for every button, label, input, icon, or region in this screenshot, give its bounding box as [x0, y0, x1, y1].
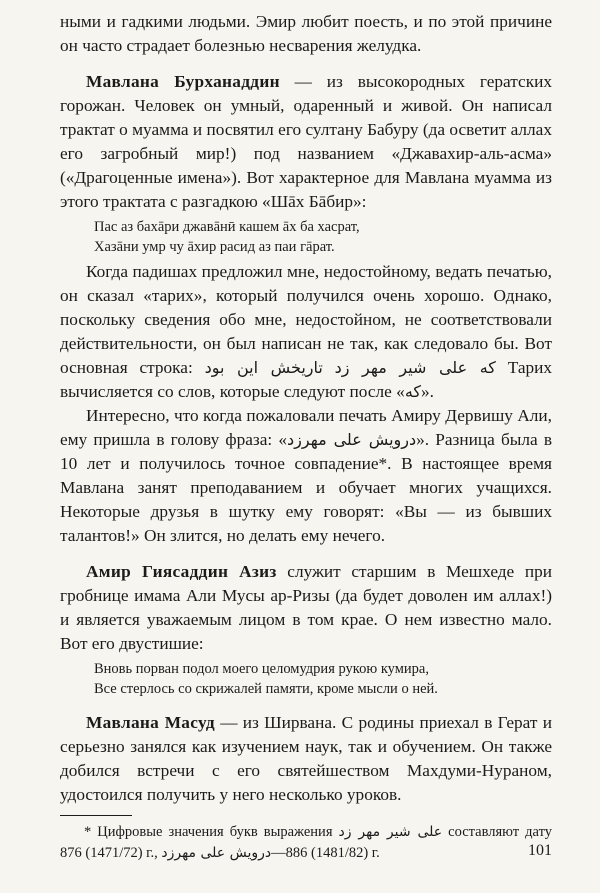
footnote-text: составляют дату 876 (1471/72) г., — [60, 824, 552, 861]
footnote-text: * Цифровые значения букв выражения — [84, 824, 339, 840]
arabic-phrase: تاريخش اين بود — [204, 358, 323, 377]
paragraph-giyasaddin — [60, 560, 552, 656]
paragraph-continuation: ными и гадкими людьми. Эмир любит поесть, и по этой причине он часто страдает болезнью несварения желудка. — [60, 12, 552, 55]
paragraph-text: — из высокородных гератских горожан. Человек он умный, одаренный и живой. Он написал трактат о муамма и посвятил его султану Бабуру (да осветит аллах его загробный мир!) под названием «Джавахир-аль-асма» («Драгоценные имена»). Вот характерное для Мавлана муамма из этого трактата с разгадкою «Шāх Бāбир»: — [60, 72, 552, 211]
verse-couplet — [94, 659, 552, 699]
paragraph-masud — [60, 711, 552, 807]
paragraph-text: Тарих вычисляется со слов, которые следуют после « — [60, 358, 553, 401]
verse-line: Хазāни умр чу āхир расид аз паи гāрат. — [94, 239, 335, 255]
paragraph-burkhanaddin — [60, 70, 552, 214]
arabic-phrase: درویش علی مهرزد — [161, 845, 272, 861]
footnote-text: —886 (1481/82) г. — [271, 845, 380, 861]
verse-line: Пас аз бахāри джавāнӣ кашем āх ба хасрат, — [94, 219, 360, 235]
footnote-divider — [60, 815, 132, 816]
arabic-phrase: علی شیر مهر زد — [338, 824, 443, 840]
verse-line: Вновь порван подол моего целомудрия рукою кумира, — [94, 661, 429, 677]
paragraph-darvish — [60, 404, 552, 548]
paragraph-text: Интересно, что когда пожаловали печать Амиру Дервишу Али, ему пришла в голову фраза: « — [60, 406, 552, 449]
paragraph-text: ». — [421, 382, 434, 401]
paragraph-text: служит старшим в Мешхеде при гробнице имама Али Мусы ар-Ризы (да будет доволен им аллах!) и является уважаемым лицом в том крае. О нем известно мало. Вот его двустишие: — [60, 562, 552, 653]
paragraph-text: — из Ширвана. С родины приехал в Герат и серьезно занялся как изучением наук, так и обучением. Он также добился встречи с его святейшеством Махдуми-Нураном, удостоился получить у него несколько уроков. — [60, 713, 552, 804]
arabic-phrase: درویش علی مهرزد — [287, 430, 417, 449]
page-number: 101 — [528, 842, 552, 859]
verse-line: Все стерлось со скрижалей памяти, кроме мысли о ней. — [94, 681, 438, 697]
arabic-word: که — [404, 382, 422, 401]
arabic-phrase: که علی شیر مهر زد — [334, 358, 496, 377]
person-name: Мавлана Бурханаддин — [86, 72, 280, 91]
paragraph-text: ». Разница была в 10 лет и получилось точное совпадение*. В настоящее время Мавлана занят преподаванием и обучает многих учащихся. Некоторые друзья в шутку ему говорят: «Вы — из бывших талантов!» Он злится, но делать ему нечего. — [60, 430, 553, 545]
person-name: Амир Гиясаддин Азиз — [86, 562, 277, 581]
person-name: Мавлана Масуд — [86, 713, 215, 732]
paragraph-seal — [60, 260, 552, 404]
verse-persian — [94, 217, 552, 257]
footnote — [60, 822, 552, 864]
paragraph-text: Когда падишах предложил мне, недостойному, ведать печатью, он сказал «тарих», который получился очень хорошо. Однако, поскольку сведения обо мне, недостойном, не соответствовали действительности, он был написан не так, как следовало бы. Вот основная строка: — [60, 262, 552, 377]
